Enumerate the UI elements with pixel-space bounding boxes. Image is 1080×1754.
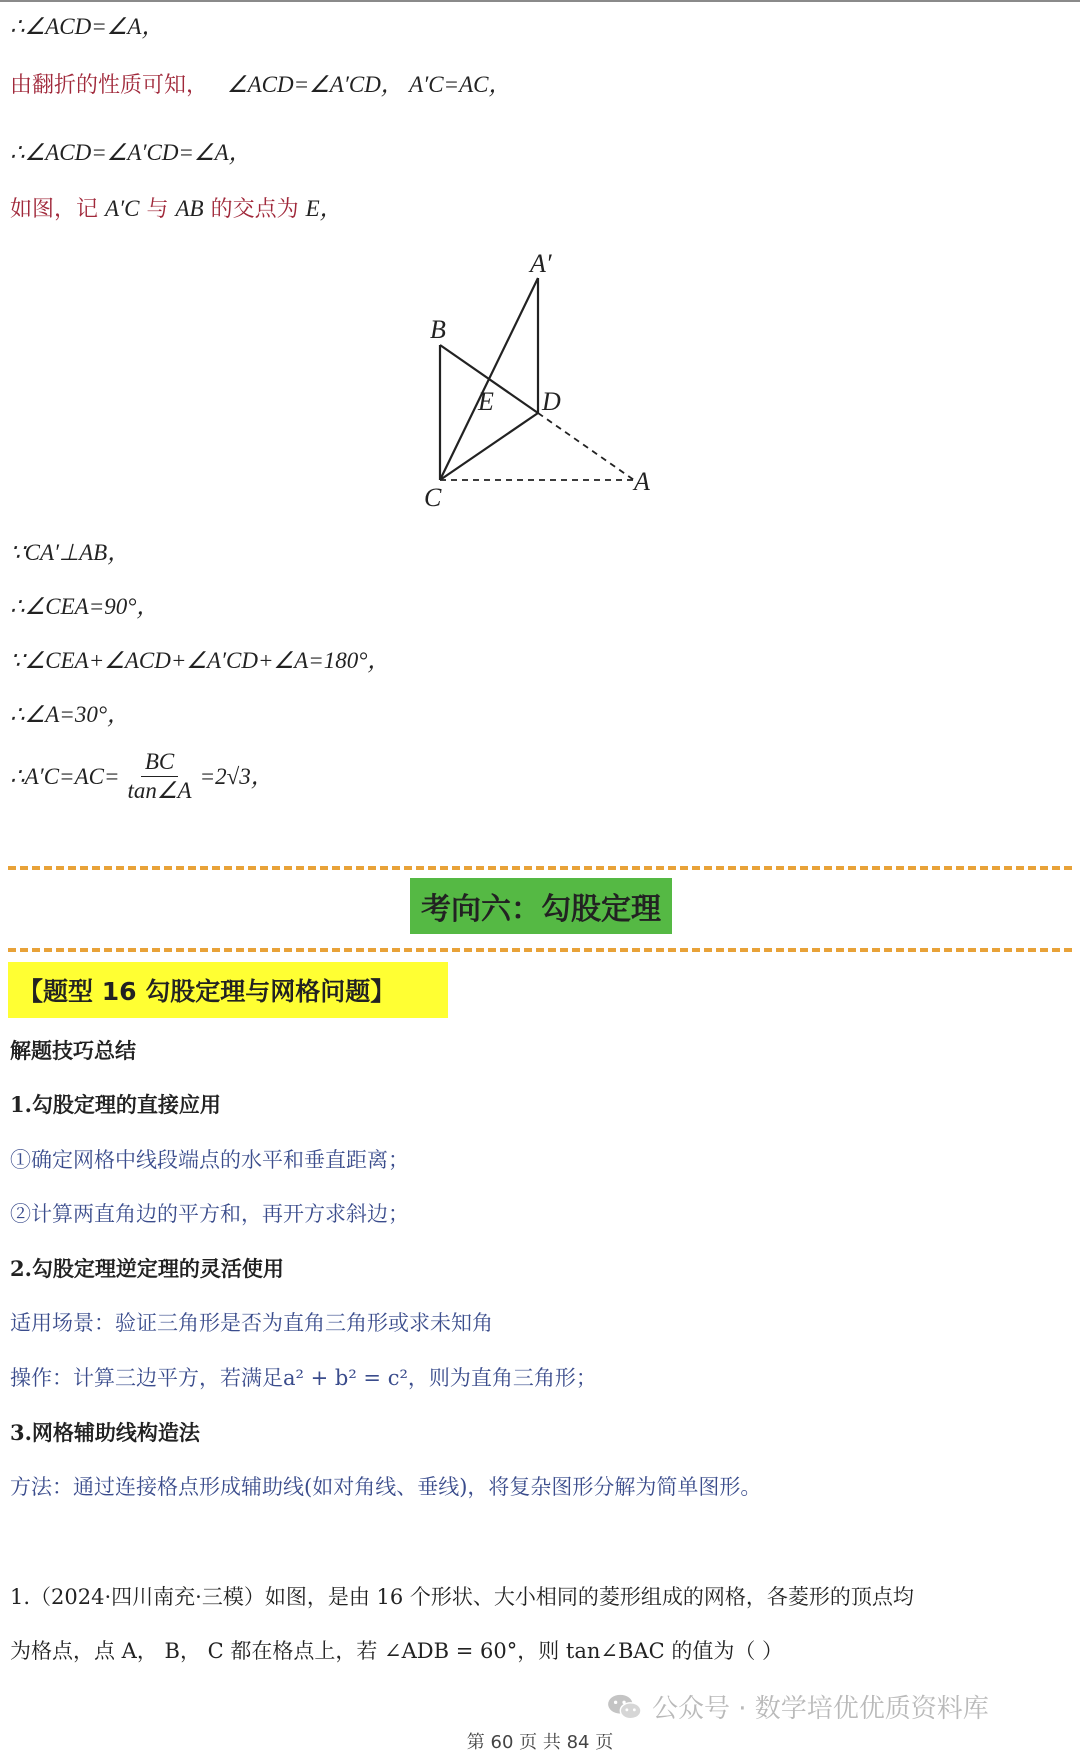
- label-A: A: [634, 467, 650, 496]
- watermark-text: 公众号 · 数学培优优质资料库: [652, 1694, 989, 1724]
- dashed-divider-bottom: [8, 948, 1072, 952]
- line-2-math: ∠ACD=∠A′CD， A′C=AC，: [227, 72, 512, 97]
- line-3: ∴∠ACD=∠A′CD=∠A，: [10, 140, 252, 165]
- line-4-math2: AB: [175, 196, 204, 221]
- summary-point-2: ②计算两直角边的平方和，再开方求斜边；: [10, 1202, 409, 1226]
- section-banner: 考向六：勾股定理: [410, 878, 672, 934]
- summary-heading-3: 3.网格辅助线构造法: [10, 1420, 200, 1445]
- line-5: ∵CA′⊥AB，: [10, 540, 131, 565]
- line-4-mid: 与: [146, 197, 169, 222]
- page-footer: 第 60 页 共 84 页: [466, 1732, 614, 1753]
- label-C: C: [424, 483, 442, 512]
- line-9-lhs: ∴A′C=AC=: [10, 763, 120, 789]
- fraction-numerator: BC: [141, 748, 178, 777]
- watermark: [606, 1688, 989, 1725]
- line-1: ∴∠ACD=∠A，: [10, 14, 165, 39]
- line-9-rhs: =2√3，: [199, 763, 274, 789]
- line-4-mid2: 的交点为: [210, 197, 299, 222]
- wechat-icon: [606, 1692, 644, 1722]
- summary-point-3: 适用场景：验证三角形是否为直角三角形或求未知角: [10, 1311, 493, 1335]
- line-4-math1: A′C: [105, 196, 140, 221]
- dashed-divider-top: [8, 866, 1072, 870]
- line-4-math3: E，: [305, 196, 343, 221]
- summary-point-1: ①确定网格中线段端点的水平和垂直距离；: [10, 1148, 409, 1172]
- segment-C-D: [440, 413, 538, 480]
- question-type-tag: 【题型 16 勾股定理与网格问题】: [8, 962, 448, 1018]
- line-2-text: 由翻折的性质可知，: [10, 73, 209, 98]
- label-A-prime: A′: [530, 249, 552, 278]
- summary-heading-1: 1.勾股定理的直接应用: [10, 1092, 221, 1117]
- label-B: B: [430, 315, 446, 344]
- segment-D-A-dashed: [538, 413, 634, 480]
- summary-heading-2: 2.勾股定理逆定理的灵活使用: [10, 1256, 284, 1281]
- line-4-prefix: 如图，记: [10, 197, 99, 222]
- line-6: ∴∠CEA=90°，: [10, 594, 160, 619]
- fraction-denominator: tan∠A: [127, 778, 192, 803]
- question-line-1: 1.（2024·四川南充·三模）如图，是由 16 个形状、大小相同的菱形组成的网格，各菱形的顶点均: [10, 1585, 914, 1609]
- geometry-figure: [0, 0, 1080, 520]
- label-D: D: [542, 387, 561, 416]
- fraction: [124, 748, 196, 805]
- question-line-2: 为格点，点 A， B， C 都在格点上，若 ∠ADB = 60°，则 tan∠BAC 的值为（ ）: [10, 1639, 784, 1663]
- line-8: ∴∠A=30°，: [10, 702, 131, 727]
- summary-point-5: 方法：通过连接格点形成辅助线(如对角线、垂线)，将复杂图形分解为简单图形。: [10, 1475, 762, 1499]
- line-7: ∵∠CEA+∠ACD+∠A′CD+∠A=180°，: [10, 648, 391, 673]
- summary-title: 解题技巧总结: [10, 1039, 136, 1063]
- label-E: E: [478, 387, 494, 416]
- line-9: [10, 748, 274, 805]
- summary-point-4: 操作：计算三边平方，若满足a² + b² = c²，则为直角三角形；: [10, 1366, 597, 1390]
